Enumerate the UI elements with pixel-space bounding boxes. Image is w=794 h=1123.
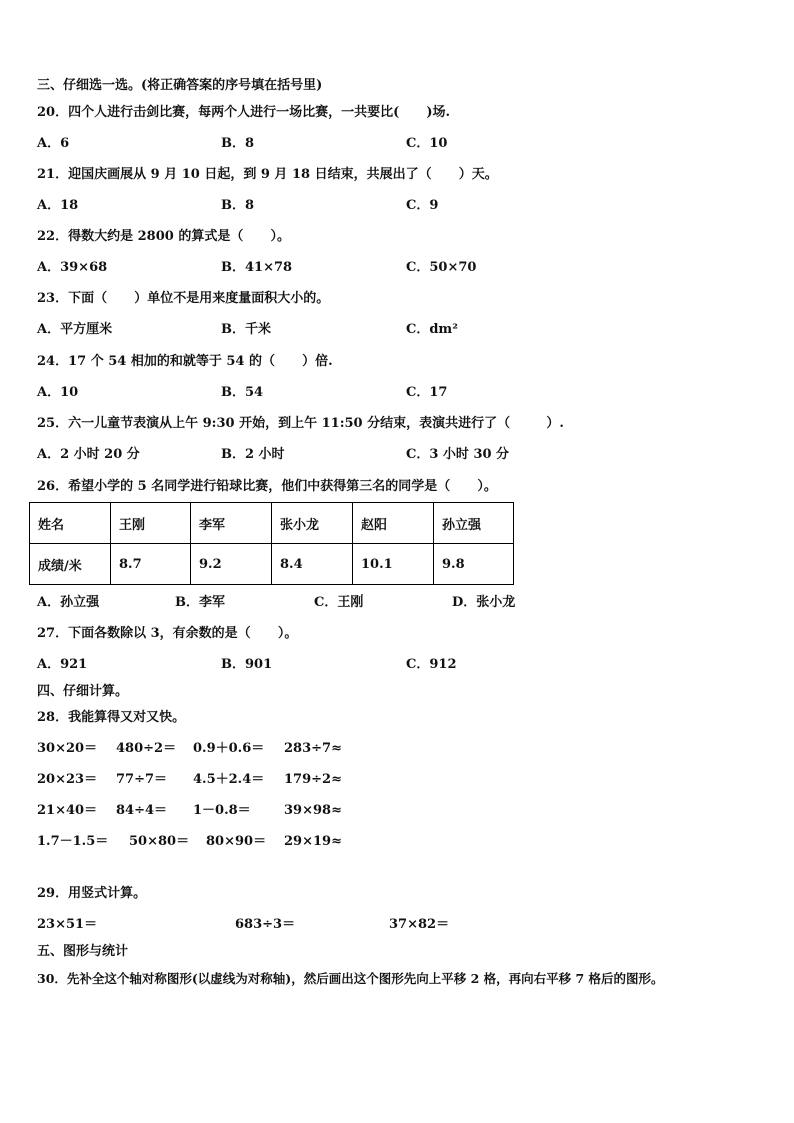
question-25-option-b: B．2 小时 xyxy=(221,447,285,462)
section-3-title: 三、仔细选一选。(将正确答案的序号填在括号里) xyxy=(37,78,323,93)
calc-item: 283÷7≈ xyxy=(284,741,342,756)
calc-item: 30×20＝ xyxy=(37,741,98,756)
section-5-title: 五、图形与统计 xyxy=(37,944,129,959)
table-cell: 李军 xyxy=(191,503,272,544)
section-4-title: 四、仔细计算。 xyxy=(37,684,129,699)
table-cell: 姓名 xyxy=(30,503,111,544)
question-20-option-c: C．10 xyxy=(406,136,448,151)
calc-item: 80×90＝ xyxy=(206,834,267,849)
question-26-option-d: D．张小龙 xyxy=(452,595,516,610)
question-22-option-b: B．41×78 xyxy=(221,260,293,275)
table-cell: 孙立强 xyxy=(434,503,514,544)
table-cell: 9.2 xyxy=(191,544,272,585)
question-25-stem: 25．六一儿童节表演从上午 9:30 开始，到上午 11:50 分结束，表演共进行了（ ）. xyxy=(37,416,564,431)
question-21-stem: 21．迎国庆画展从 9 月 10 日起，到 9 月 18 日结束，共展出了（ ）天。 xyxy=(37,167,498,182)
question-23-option-b: B．千米 xyxy=(221,322,271,337)
calc-item: 1.7－1.5＝ xyxy=(37,834,109,849)
calc-item: 29×19≈ xyxy=(284,834,342,849)
question-24-option-a: A．10 xyxy=(37,385,79,400)
question-23-stem: 23．下面（ ）单位不是用来度量面积大小的。 xyxy=(37,291,330,306)
question-26-option-a: A．孙立强 xyxy=(37,595,100,610)
table-cell: 王刚 xyxy=(111,503,191,544)
calc-item: 50×80＝ xyxy=(129,834,190,849)
calc-item: 77÷7＝ xyxy=(116,772,168,787)
shot-put-score-table xyxy=(29,502,514,585)
calc-item: 480÷2＝ xyxy=(116,741,177,756)
question-21-option-c: C．9 xyxy=(406,198,439,213)
calc-item: 683÷3＝ xyxy=(235,917,296,932)
question-21-option-b: B．8 xyxy=(221,198,255,213)
calc-item: 39×98≈ xyxy=(284,803,342,818)
table-row xyxy=(30,544,514,585)
calc-item: 84÷4＝ xyxy=(116,803,168,818)
calc-item: 4.5＋2.4＝ xyxy=(193,772,265,787)
question-27-stem: 27．下面各数除以 3，有余数的是（ ）。 xyxy=(37,626,298,641)
question-24-option-b: B．54 xyxy=(221,385,264,400)
table-cell: 成绩/米 xyxy=(30,544,111,585)
question-20-option-a: A．6 xyxy=(37,136,70,151)
question-20-option-b: B．8 xyxy=(221,136,255,151)
question-25-option-a: A．2 小时 20 分 xyxy=(37,447,140,462)
question-21-option-a: A．18 xyxy=(37,198,79,213)
question-26-option-c: C．王刚 xyxy=(314,595,364,610)
calc-item: 179÷2≈ xyxy=(284,772,342,787)
calc-item: 37×82＝ xyxy=(389,917,450,932)
question-20-stem: 20．四个人进行击剑比赛，每两个人进行一场比赛，一共要比( )场. xyxy=(37,105,451,120)
question-30-stem: 30．先补全这个轴对称图形(以虚线为对称轴)，然后画出这个图形先向上平移 2 格，再向右平移 7 格后的图形。 xyxy=(37,971,664,986)
question-24-stem: 24．17 个 54 相加的和就等于 54 的（ ）倍. xyxy=(37,354,333,369)
question-22-stem: 22．得数大约是 2800 的算式是（ ）。 xyxy=(37,229,290,244)
calc-item: 1－0.8＝ xyxy=(193,803,251,818)
question-26-option-b: B．李军 xyxy=(175,595,225,610)
calc-item: 20×23＝ xyxy=(37,772,98,787)
table-cell: 张小龙 xyxy=(272,503,353,544)
question-25-option-c: C．3 小时 30 分 xyxy=(406,447,510,462)
table-cell: 9.8 xyxy=(434,544,514,585)
calc-item: 23×51＝ xyxy=(37,917,98,932)
table-cell: 赵阳 xyxy=(353,503,434,544)
question-22-option-a: A．39×68 xyxy=(37,260,108,275)
question-24-option-c: C．17 xyxy=(406,385,448,400)
question-23-option-a: A．平方厘米 xyxy=(37,322,113,337)
question-27-option-a: A．921 xyxy=(37,657,88,672)
question-29-stem: 29．用竖式计算。 xyxy=(37,886,147,901)
calc-item: 0.9＋0.6＝ xyxy=(193,741,265,756)
table-header-row xyxy=(30,503,514,544)
table-cell: 8.4 xyxy=(272,544,353,585)
question-27-option-b: B．901 xyxy=(221,657,273,672)
calc-item: 21×40＝ xyxy=(37,803,98,818)
question-27-option-c: C．912 xyxy=(406,657,457,672)
question-23-option-c: C．dm² xyxy=(406,322,458,337)
question-26-stem: 26．希望小学的 5 名同学进行铅球比赛，他们中获得第三名的同学是（ ）。 xyxy=(37,479,497,494)
question-22-option-c: C．50×70 xyxy=(406,260,477,275)
table-cell: 8.7 xyxy=(111,544,191,585)
question-28-stem: 28．我能算得又对又快。 xyxy=(37,710,186,725)
table-cell: 10.1 xyxy=(353,544,434,585)
